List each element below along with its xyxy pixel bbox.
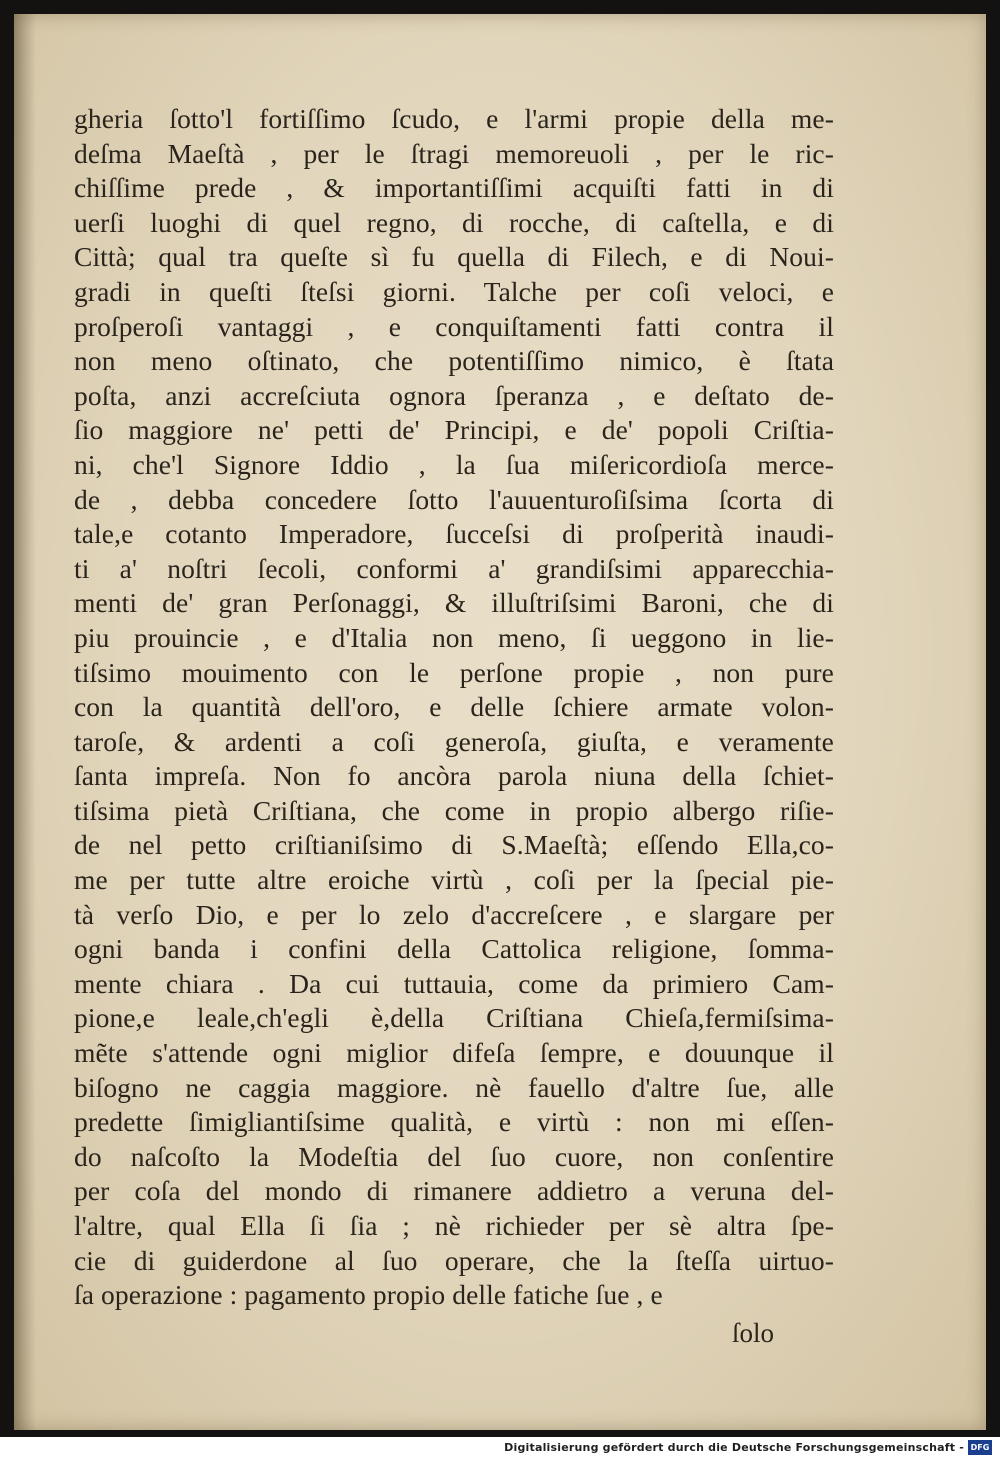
text-line: l'altre, qual Ella ſi ſia ; nè richieder per sè altra ſpe- <box>74 1210 834 1241</box>
funding-notice: Digitalisierung gefördert durch die Deutsche Forschungsgemeinschaft - <box>504 1441 964 1454</box>
text-line: ſio maggiore ne' petti de' Principi, e de' popoli Criſtia- <box>74 414 834 446</box>
text-line: menti de' gran Perſonaggi, & illuſtriſsimi Baroni, che di <box>74 587 834 619</box>
text-line: piu prouincie , e d'Italia non meno, ſi ueggono in lie- <box>74 621 834 653</box>
text-line: mente chiara . Da cui tuttauia, come da primiero Cam- <box>74 967 834 999</box>
text-line: biſogno ne caggia maggiore. nè fauello d'altre ſue, alle <box>74 1071 834 1103</box>
text-line: predette ſimigliantiſsime qualità, e virtù : non mi eſſen- <box>74 1106 834 1138</box>
text-line: non meno oſtinato, che potentiſſimo nimico, è ſtata <box>74 345 834 377</box>
body-text <box>74 102 834 1313</box>
text-line: con la quantità dell'oro, e delle ſchiere armate volon- <box>74 691 834 723</box>
text-line: gradi in queſti ſteſsi giorni. Talche per coſi veloci, e <box>74 275 834 307</box>
dfg-logo-icon: DFG <box>968 1440 992 1455</box>
text-line: Città; qual tra queſte sì fu quella di Filech, e di Noui- <box>74 241 834 273</box>
text-line: me per tutte altre eroiche virtù , coſi per la ſpecial pie- <box>74 864 834 896</box>
text-line: chiſſime prede , & importantiſſimi acquiſti fatti in di <box>74 172 834 204</box>
text-line: taroſe, & ardenti a coſi generoſa, giuſta, e veramente <box>74 725 834 757</box>
text-line: cie di guiderdone al ſuo operare, che la ſteſſa uirtuo- <box>74 1244 834 1276</box>
text-line: poſta, anzi accreſciuta ognora ſperanza , e deſtato de- <box>74 379 834 411</box>
text-line: de , debba concedere ſotto l'auuenturoſiſsima ſcorta di <box>74 483 834 515</box>
text-line: tà verſo Dio, e per lo zelo d'accreſcere , e slargare per <box>74 898 834 930</box>
text-line: ſa operazione : pagamento propio delle fatiche ſue , e <box>74 1279 663 1311</box>
digitization-footer <box>0 1437 1000 1462</box>
text-line: tiſsima pietà Criſtiana, che come in propio albergo riſie- <box>74 794 834 826</box>
text-line: gheria ſotto'l fortiſſimo ſcudo, e l'armi propie della me- <box>74 103 834 134</box>
text-line: de nel petto criſtianiſsimo di S.Maeſtà; eſſendo Ella,co- <box>74 829 834 861</box>
book-page <box>14 14 986 1430</box>
text-line: ogni banda i confini della Cattolica religione, ſomma- <box>74 933 834 965</box>
text-line: mẽte s'attende ogni miglior difeſa ſempre, e douunque il <box>74 1037 834 1069</box>
text-line: ni, che'l Signore Iddio , la ſua miſericordioſa merce- <box>74 448 834 480</box>
catchword: ſolo <box>732 1318 775 1348</box>
text-line: deſma Maeſtà , per le ſtragi memoreuoli , per le ric- <box>74 137 834 169</box>
text-line: proſperoſi vantaggi , e conquiſtamenti fatti contra il <box>74 310 834 342</box>
page-gutter-shadow <box>14 14 36 1430</box>
text-line: tale,e cotanto Imperadore, ſucceſsi di proſperità inaudi- <box>74 518 834 550</box>
text-line: ti a' noſtri ſecoli, conformi a' grandiſsimi apparecchia- <box>74 552 834 584</box>
text-line: tiſsimo mouimento con le perſone propie , non pure <box>74 656 834 688</box>
text-line: uerſi luoghi di quel regno, di rocche, di caſtella, e di <box>74 206 834 238</box>
text-line: per coſa del mondo di rimanere addietro a veruna del- <box>74 1175 834 1207</box>
text-line: do naſcoſto la Modeſtia del ſuo cuore, non conſentire <box>74 1140 834 1172</box>
text-line: pione,e leale,ch'egli è,della Criſtiana Chieſa,fermiſsima- <box>74 1002 834 1034</box>
text-line: ſanta impreſa. Non fo ancòra parola niuna della ſchiet- <box>74 760 834 792</box>
